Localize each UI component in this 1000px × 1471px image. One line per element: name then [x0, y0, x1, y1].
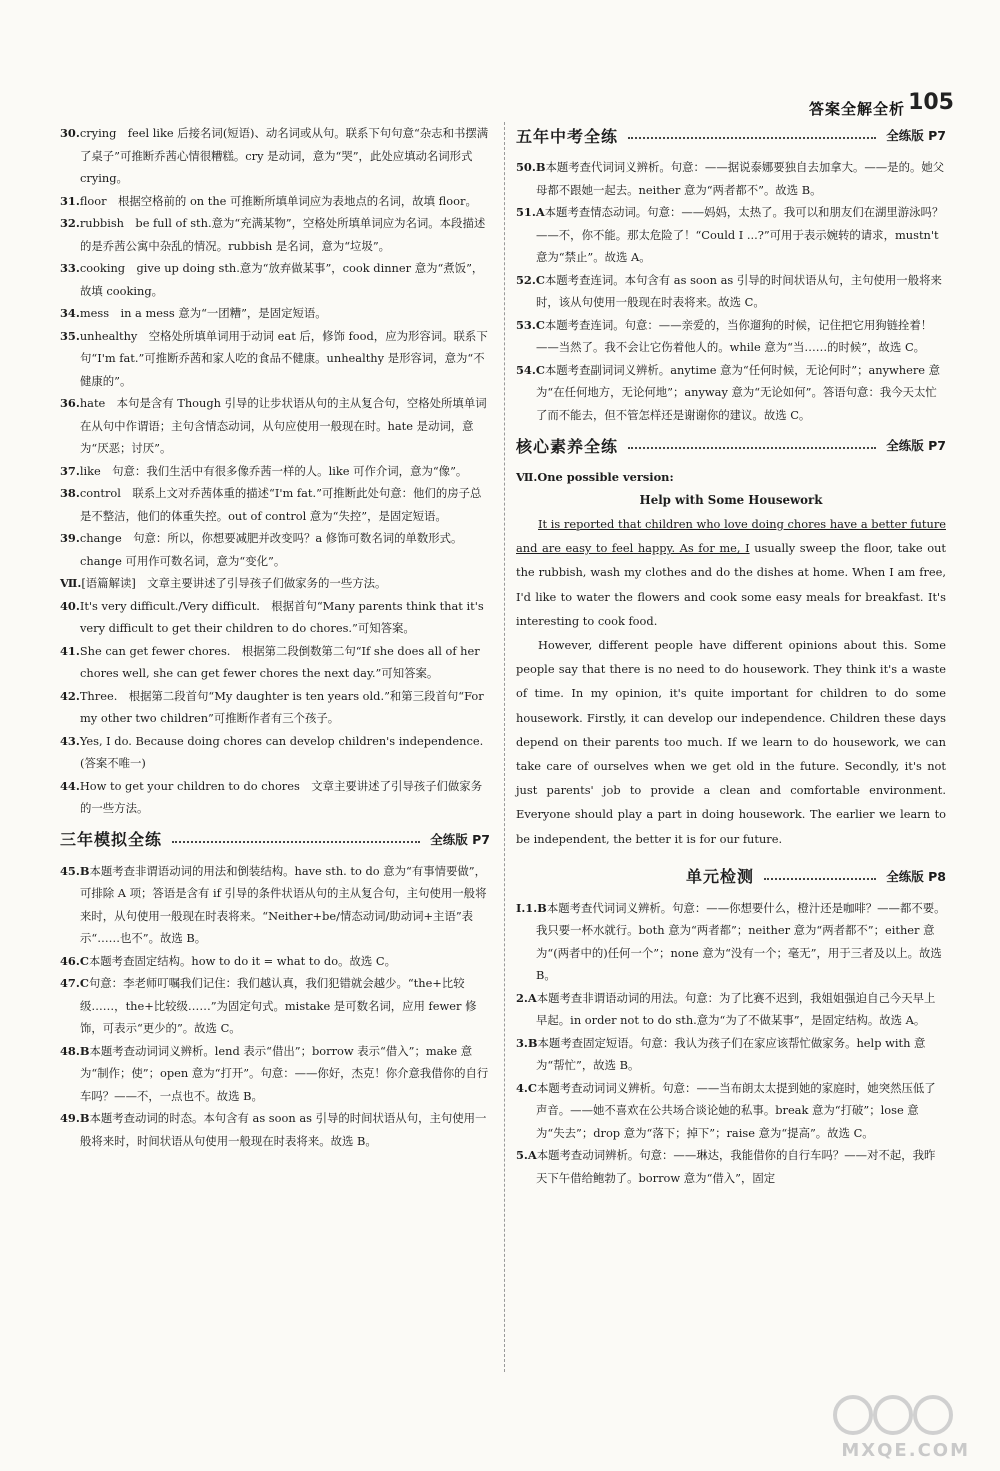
answer-entry	[516, 987, 946, 1032]
answer-entry	[516, 314, 946, 359]
answer-entry	[516, 1144, 946, 1189]
dotted-leader	[628, 447, 876, 449]
answer-text: 本题考查非谓语动词的用法。句意：为了比赛不迟到，我姐姐强迫自己今天早上早起。in order not to do sth.意为“为了不做某事”，是固定结构。故选 A。	[536, 990, 936, 1028]
answer-entry	[60, 595, 490, 640]
answer-entry	[60, 325, 490, 393]
answer-text: control 联系上文对乔茜体重的描述“I'm fat.”可推断此处句意：他们的房子总是不整洁，他们的体重失控。out of control 意为“失控”，是固定短语。	[79, 486, 482, 523]
answer-text: 本题考查代词词义辨析。句意：——据说泰娜要独自去加拿大。——是的。她父母都不跟她一起去。neither 意为“两者都不”。故选 B。	[536, 160, 945, 197]
section-header-danyuan	[516, 863, 946, 889]
answer-number: 34.	[60, 306, 80, 320]
answer-number: 44.	[60, 778, 80, 793]
answer-number: 52.C	[516, 272, 545, 287]
answer-text: Yes, I do. Because doing chores can develop children's independence.(答案不唯一)	[79, 733, 484, 770]
answer-entry	[60, 257, 490, 302]
answer-number: 53.C	[516, 317, 545, 332]
section-header-wunian	[516, 122, 946, 148]
answer-text: 本题考查连词。本句含有 as soon as 引导的时间状语从句，主句使用一般将来时，该从句使用一般现在时表将来。故选 C。	[536, 272, 942, 309]
answer-entry	[60, 460, 490, 483]
answer-entry	[60, 775, 490, 820]
answer-number: Ⅰ.1.B	[516, 900, 547, 915]
answer-number: 48.B	[60, 1043, 90, 1058]
answer-number: 43.	[60, 733, 80, 748]
answer-number: 54.C	[516, 362, 545, 377]
answer-entry	[516, 201, 946, 269]
answer-text: 本题考查固定结构。how to do it = what to do。故选 C。	[88, 953, 396, 968]
answer-number: 33.	[60, 261, 80, 275]
answer-text: hate 本句是含有 Though 引导的让步状语从句的主从复合句，空格处所填单词在从句中作谓语；主句含情态动词，从句应使用一般现在时。hate 是动词，意为“厌恶；讨厌”。	[79, 396, 487, 455]
answer-text: 句意：李老师叮嘱我们记住：我们越认真，我们犯错就会越少。“the+比较级……，the+比较级……”为固定句式。mistake 是可数名词，应用 fewer 修饰，可表示“更少的”。故选 C。	[80, 976, 477, 1035]
answer-number: 49.B	[60, 1111, 90, 1125]
answer-entry	[516, 897, 946, 987]
answer-text: like 句意：我们生活中有很多像乔茜一样的人。like 可作介词，意为“像”。	[79, 463, 468, 478]
answer-entry	[60, 122, 490, 190]
answer-entry	[516, 156, 946, 201]
answer-text: 本题考查代词词义辨析。句意：——你想要什么，橙汁还是咖啡？——都不要。我只要一杯水就行。both 意为“两者都”；neither 意为“两者都不”；either 意为“(两者中的)任何一个”；none 意为“没有一个；毫无”，用于三者及以上。故选 B。	[536, 900, 946, 983]
answer-number: 51.A	[516, 205, 545, 219]
answer-number: 30.	[60, 126, 80, 140]
answer-text: [语篇解读] 文章主要讲述了引导孩子们做家务的一些方法。	[81, 576, 387, 590]
essay-text: usually sweep the floor, take out the rubbish, wash my clothes and do the dishes at home. When I am free, I'd like to water the flowers and cook some easy meals for breakfast. It's interesting to cook food.	[516, 541, 947, 628]
watermark-text: MXQE.COM	[841, 1440, 970, 1461]
answer-number: Ⅶ.	[60, 576, 82, 590]
answer-text: 本题考查动词词义辨析。lend 表示“借出”；borrow 表示“借入”；make 意为“制作；使”；open 意为“打开”。句意：——你好，杰克！你介意我借你的自行车吗？——不，一点也不。故选 B。	[80, 1043, 489, 1103]
answer-entry	[60, 972, 490, 1040]
answer-entry	[60, 212, 490, 257]
answer-text: Three. 根据第二段首句“My daughter is ten years old.”和第三段首句“For my other two children”可推断作者有三个孩子。	[79, 688, 484, 725]
right-column	[516, 122, 946, 1189]
answer-text: 本题考查连词。句意：——亲爱的，当你遛狗的时候，记住把它用狗链拴着！——当然了。我不会让它伤着他人的。while 意为“当……的时候”，故选 C。	[536, 317, 933, 354]
answer-text: 本题考查固定短语。句意：我认为孩子们在家应该帮忙做家务。help with 意为“帮忙”，故选 B。	[536, 1035, 926, 1073]
answer-entry	[60, 302, 490, 325]
answer-entry	[60, 640, 490, 685]
wunian-answer-list	[516, 156, 946, 426]
section-header-hexin	[516, 432, 946, 458]
dotted-leader	[764, 878, 876, 880]
answer-entry	[516, 269, 946, 314]
answer-number: 3.B	[516, 1035, 538, 1050]
answer-entry	[60, 730, 490, 775]
answer-entry	[60, 482, 490, 527]
answer-number: 35.	[60, 328, 80, 343]
answer-number: 31.	[60, 193, 80, 208]
section-header-sanian	[60, 826, 490, 852]
answer-text: How to get your children to do chores 文章主要讲述了引导孩子们做家务的一些方法。	[79, 778, 483, 815]
essay-title: Help with Some Housework	[639, 493, 823, 507]
answer-entry	[516, 359, 946, 427]
answer-number: 41.	[60, 643, 80, 658]
page-number: 105	[908, 90, 954, 115]
answer-entry	[60, 685, 490, 730]
answer-number: 50.B	[516, 160, 546, 174]
answer-entry	[60, 1107, 490, 1152]
answer-text: 本题考查动词词义辨析。句意：——当布朗太太提到她的家庭时，她突然压低了声音。——她不喜欢在公共场合谈论她的私事。break 意为“打破”；lose 意为“失去”；drop 意为“落下；掉下”；raise 意为“提高”。故选 C。	[536, 1080, 936, 1140]
answer-text: It's very difficult./Very difficult. 根据首句“Many parents think that it's very difficult to get their children to do chores.”可知答案。	[79, 598, 484, 635]
answer-entry	[60, 572, 490, 595]
answer-entry	[60, 950, 490, 973]
answer-text: crying feel like 后接名词(短语)、动名词或从句。联系下句句意“杂志和书摆满了桌子”可推断乔茜心情很糟糕。cry 是动词，意为“哭”，此处应填动名词形式 crying。	[79, 126, 489, 185]
answer-text: change 句意：所以，你想要减肥并改变吗？a 修饰可数名词的单数形式。change 可用作可数名词，意为“变化”。	[79, 531, 463, 568]
answer-text: mess in a mess 意为“一团糟”，是固定短语。	[79, 306, 327, 320]
answer-number: 5.A	[516, 1148, 537, 1163]
answer-entry	[60, 527, 490, 572]
answer-text: 本题考查动词的时态。本句含有 as soon as 引导的时间状语从句，主句使用一般将来时，时间状语从句使用一般现在时表将来。故选 B。	[80, 1111, 487, 1148]
danyuan-answer-list	[516, 897, 946, 1190]
answer-text: cooking give up doing sth.意为“放弃做某事”，cook dinner 意为“煮饭”，故填 cooking。	[79, 261, 484, 298]
answer-number: 32.	[60, 216, 80, 230]
dotted-leader	[628, 137, 876, 139]
essay-paragraph-1	[516, 512, 946, 633]
essay-underlined-text: It is reported that children who love doing chores have a better future and are easy to feel happy. As for me, I	[516, 517, 946, 556]
page-header	[0, 0, 1000, 120]
header-title: 答案全解全析	[808, 100, 905, 118]
answer-number: 2.A	[516, 990, 537, 1005]
answer-entry	[60, 190, 490, 213]
answer-entry	[60, 392, 490, 460]
answer-number: 38.	[60, 486, 80, 500]
section-title: 单元检测	[686, 867, 755, 887]
answer-text: She can get fewer chores. 根据第二段倒数第二句“If she does all of her chores well, she can get fewer chores the next day.”可知答案。	[79, 643, 480, 680]
answer-number: 40.	[60, 598, 80, 613]
section-edition: 全练版 P8	[886, 868, 946, 884]
dotted-leader	[172, 841, 420, 843]
answer-entry	[516, 1077, 946, 1145]
answer-entry	[60, 860, 490, 950]
answer-number: 39.	[60, 531, 80, 545]
essay-heading: Ⅶ.One possible version:	[516, 470, 674, 484]
answer-number: 47.C	[60, 976, 89, 990]
answer-text: 本题考查情态动词。句意：——妈妈，太热了。我可以和朋友们在湖里游泳吗？——不，你不能。那太危险了！“Could I ...?”可用于表示婉转的请求，mustn't 意为“禁止”。故选 A。	[536, 205, 944, 264]
answer-text: unhealthy 空格处所填单词用于动词 eat 后，修饰 food，应为形容词。联系下句“I'm fat.”可推断乔茜和家人吃的食品不健康。unhealthy 是形容词，意为“不健康的”。	[79, 328, 488, 388]
answer-number: 36.	[60, 396, 80, 410]
answer-text: rubbish be full of sth.意为“充满某物”，空格处所填单词应为名词。本段描述的是乔茜公寓中杂乱的情况。rubbish 是名词，意为“垃圾”。	[79, 216, 486, 253]
left-column	[60, 122, 490, 1152]
section-title: 核心素养全练	[516, 436, 619, 456]
answer-number: 45.B	[60, 863, 90, 878]
section-title: 三年模拟全练	[60, 830, 163, 849]
answer-number: 4.C	[516, 1080, 537, 1095]
column-divider	[504, 122, 505, 1372]
sanian-answer-list	[60, 860, 490, 1153]
answer-text: 本题考查非谓语动词的用法和倒装结构。have sth. to do 意为“有事情要做”，可排除 A 项；答语是含有 if 引导的条件状语从句的主从复合句，主句使用一般将来时，从句使用一般现在时表将来。“Neither+be/情态动词/助动词+主语”表示“……也不”。故选 B。	[80, 863, 487, 945]
section-edition: 全练版 P7	[886, 438, 946, 453]
answer-entry	[516, 1032, 946, 1077]
answer-text: floor 根据空格前的 on the 可推断所填单词应为表地点的名词，故填 floor。	[79, 193, 477, 208]
section-edition: 全练版 P7	[886, 128, 946, 143]
answer-number: 37.	[60, 463, 80, 478]
answer-text: 本题考查副词词义辨析。anytime 意为“任何时候，无论何时”；anywhere 意为“在任何地方，无论何地”；anyway 意为“无论如何”。答语句意：我今天太忙了而不能去，但不管怎样还是谢谢你的建议。故选 C。	[536, 362, 941, 422]
answer-entry	[60, 1040, 490, 1108]
answer-number: 42.	[60, 688, 80, 703]
section-edition: 全练版 P7	[430, 831, 490, 847]
answer-number: 46.C	[60, 953, 89, 968]
answer-text: 本题考查动词辨析。句意：——琳达，我能借你的自行车吗？——对不起，我昨天下午借给鲍勃了。borrow 意为“借入”，固定	[536, 1148, 936, 1185]
left-answer-list	[60, 122, 490, 820]
section-title: 五年中考全练	[516, 126, 619, 146]
essay-paragraph-2: However, different people have different opinions about this. Some people say that there is no need to do housework. They think it's a waste of time. In my opinion, it's quite important for children to do some housework. Firstly, it can develop our independence. Children these days depend on their parents too much. If we learn to do housework, we can take care of ourselves when we get old in the future. Secondly, it's not just parents' job to provide a clean and comfortable environment. Everyone should play a part in doing housework. The earlier we learn to be independent, the better it is for our future.	[516, 638, 946, 846]
